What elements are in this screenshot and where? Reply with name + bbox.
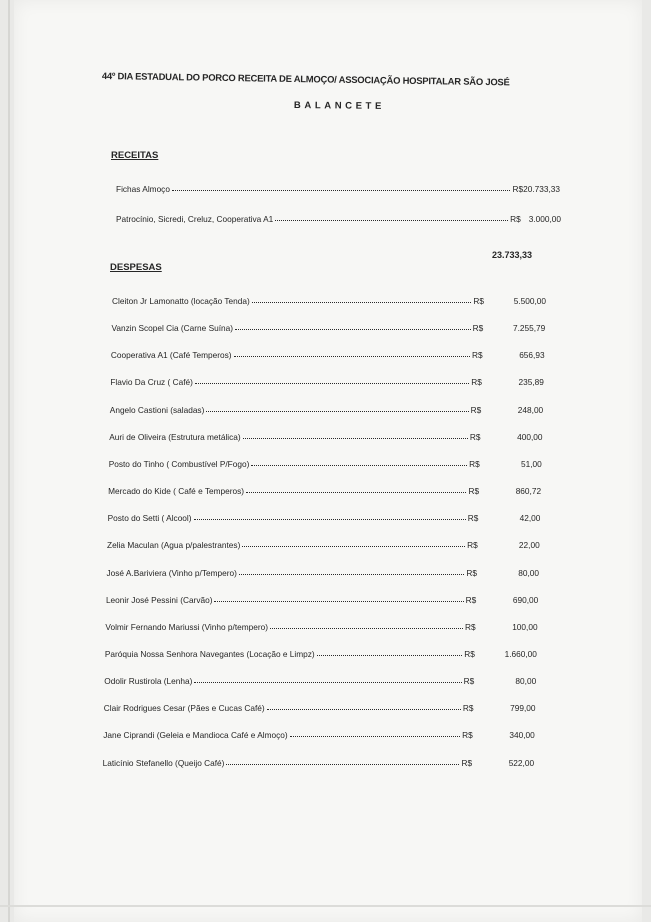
despesa-amount: 80,00 — [518, 567, 539, 578]
despesa-amount: 656,93 — [519, 350, 545, 361]
receita-label: Patrocínio, Sicredi, Creluz, Cooperativa A1 — [116, 214, 274, 224]
currency-symbol: R$ — [472, 323, 484, 334]
receita-label: Fichas Almoço — [116, 184, 170, 194]
despesa-row — [109, 428, 542, 442]
despesa-amount: 1.660,00 — [504, 648, 537, 659]
despesa-label: Volmir Fernando Mariussi (Vinho p/tempero) — [105, 621, 269, 632]
despesa-label: Leonir José Pessini (Carvão) — [105, 594, 213, 605]
despesa-amount: 100,00 — [512, 621, 538, 632]
despesa-row — [112, 292, 546, 306]
despesa-amount: 7.255,79 — [512, 323, 546, 334]
dot-leader — [246, 492, 466, 493]
page-bottom-edge — [0, 905, 651, 907]
despesa-row — [107, 536, 540, 550]
dot-leader — [194, 519, 466, 520]
receita-amount: 3.000,00 — [528, 214, 561, 224]
currency-symbol: R$ — [465, 594, 477, 605]
currency-symbol: R$ — [510, 214, 521, 224]
receitas-total: 23.733,33 — [492, 250, 533, 260]
currency-symbol: R$ — [470, 404, 482, 415]
despesa-row — [105, 645, 537, 659]
dot-leader — [317, 655, 463, 656]
despesa-row — [105, 618, 537, 632]
despesa-label: Mercado do Kide ( Café e Temperos) — [108, 486, 245, 497]
despesa-amount: 235,89 — [518, 377, 544, 388]
despesa-label: Jane Ciprandi (Geleia e Mandioca Café e Almoço) — [103, 730, 288, 741]
despesa-row — [104, 699, 536, 713]
currency-symbol: R$ — [464, 648, 475, 659]
currency-symbol: R$ — [463, 676, 475, 687]
currency-symbol: R$ — [473, 296, 484, 306]
dot-leader — [194, 682, 461, 683]
despesa-label: Laticínio Stefanello (Queijo Café) — [102, 757, 225, 768]
despesa-amount: 522,00 — [508, 757, 535, 768]
despesa-label: Vanzin Scopel Cia (Carne Suína) — [111, 323, 234, 334]
despesas-title: DESPESAS — [110, 262, 162, 273]
despesa-row — [108, 509, 541, 523]
dot-leader — [214, 601, 463, 602]
dot-leader — [251, 465, 467, 466]
receita-row — [116, 210, 561, 224]
despesa-label: Flavio Da Cruz ( Café) — [110, 377, 193, 388]
dot-leader — [290, 736, 461, 737]
despesa-row — [106, 591, 538, 605]
dot-leader — [270, 628, 463, 629]
receita-amount: 20.733,33 — [523, 184, 560, 194]
dot-leader — [234, 356, 470, 357]
currency-symbol: R$ — [464, 621, 476, 632]
currency-symbol: R$ — [462, 703, 474, 714]
despesa-label: Angelo Castioni (saladas) — [109, 404, 205, 415]
dot-leader — [252, 302, 472, 303]
receita-row — [116, 180, 560, 194]
despesa-amount: 248,00 — [517, 404, 544, 415]
currency-symbol: R$ — [468, 486, 480, 497]
despesa-label: Posto do Tinho ( Combustível P/Fogo) — [108, 458, 250, 469]
page-shadow-edge — [8, 0, 10, 922]
currency-symbol: R$ — [467, 513, 479, 524]
dot-leader — [275, 220, 508, 221]
despesa-label: José A.Bariviera (Vinho p/Tempero) — [106, 567, 237, 578]
despesa-row — [111, 319, 545, 333]
currency-symbol: R$ — [462, 730, 473, 741]
despesa-label: Auri de Oliveira (Estrutura metálica) — [109, 431, 241, 442]
despesa-amount: 340,00 — [509, 730, 535, 741]
currency-symbol: R$ — [469, 431, 481, 442]
currency-symbol: R$ — [466, 567, 477, 578]
despesa-amount: 42,00 — [519, 513, 541, 524]
despesa-label: Paróquia Nossa Senhora Navegantes (Locação e Limpz) — [104, 648, 315, 659]
despesa-row — [110, 373, 544, 387]
currency-symbol: R$ — [467, 540, 478, 551]
dot-leader — [243, 438, 468, 439]
currency-symbol: R$ — [471, 377, 482, 388]
despesa-amount: 22,00 — [518, 540, 540, 551]
despesa-amount: 860,72 — [515, 486, 542, 497]
receitas-title: RECEITAS — [111, 150, 159, 161]
despesa-amount: 690,00 — [512, 594, 539, 605]
despesa-amount: 51,00 — [521, 458, 542, 469]
despesa-row — [111, 346, 545, 360]
dot-leader — [267, 709, 461, 710]
despesa-label: Odolir Rustirola (Lenha) — [104, 676, 193, 687]
currency-symbol: R$ — [512, 184, 524, 194]
despesa-label: Cleiton Jr Lamonatto (locação Tenda) — [112, 296, 250, 306]
currency-symbol: R$ — [469, 458, 480, 469]
despesa-amount: 799,00 — [510, 703, 536, 714]
despesa-label: Zelia Maculan (Agua p/palestrantes) — [107, 540, 241, 551]
despesa-amount: 80,00 — [515, 676, 537, 687]
despesa-label: Cooperativa A1 (Café Temperos) — [110, 350, 232, 361]
despesa-row — [107, 564, 540, 578]
despesa-amount: 5.500,00 — [513, 296, 546, 306]
dot-leader — [195, 383, 469, 384]
document-heading: 44º DIA ESTADUAL DO PORCO RECEITA DE ALMOÇO/ ASSOCIAÇÃO HOSPITALAR SÃO JOSÉ — [101, 70, 510, 88]
currency-symbol: R$ — [471, 350, 483, 361]
despesa-row — [103, 754, 534, 768]
dot-leader — [239, 574, 465, 575]
despesa-label: Posto do Setti ( Alcool) — [107, 513, 192, 524]
dot-leader — [226, 764, 459, 765]
despesa-row — [103, 726, 535, 740]
dot-leader — [242, 546, 465, 547]
despesa-row — [104, 672, 536, 686]
despesa-amount: 400,00 — [517, 431, 543, 442]
despesa-label: Clair Rodrigues Cesar (Pães e Cucas Café) — [103, 703, 265, 714]
despesa-row — [109, 455, 542, 469]
dot-leader — [206, 411, 468, 412]
despesa-row — [110, 401, 543, 415]
currency-symbol: R$ — [461, 757, 473, 768]
despesa-row — [108, 482, 541, 496]
document-subtitle: BALANCETE — [293, 100, 385, 112]
dot-leader — [235, 329, 471, 330]
dot-leader — [172, 190, 511, 191]
